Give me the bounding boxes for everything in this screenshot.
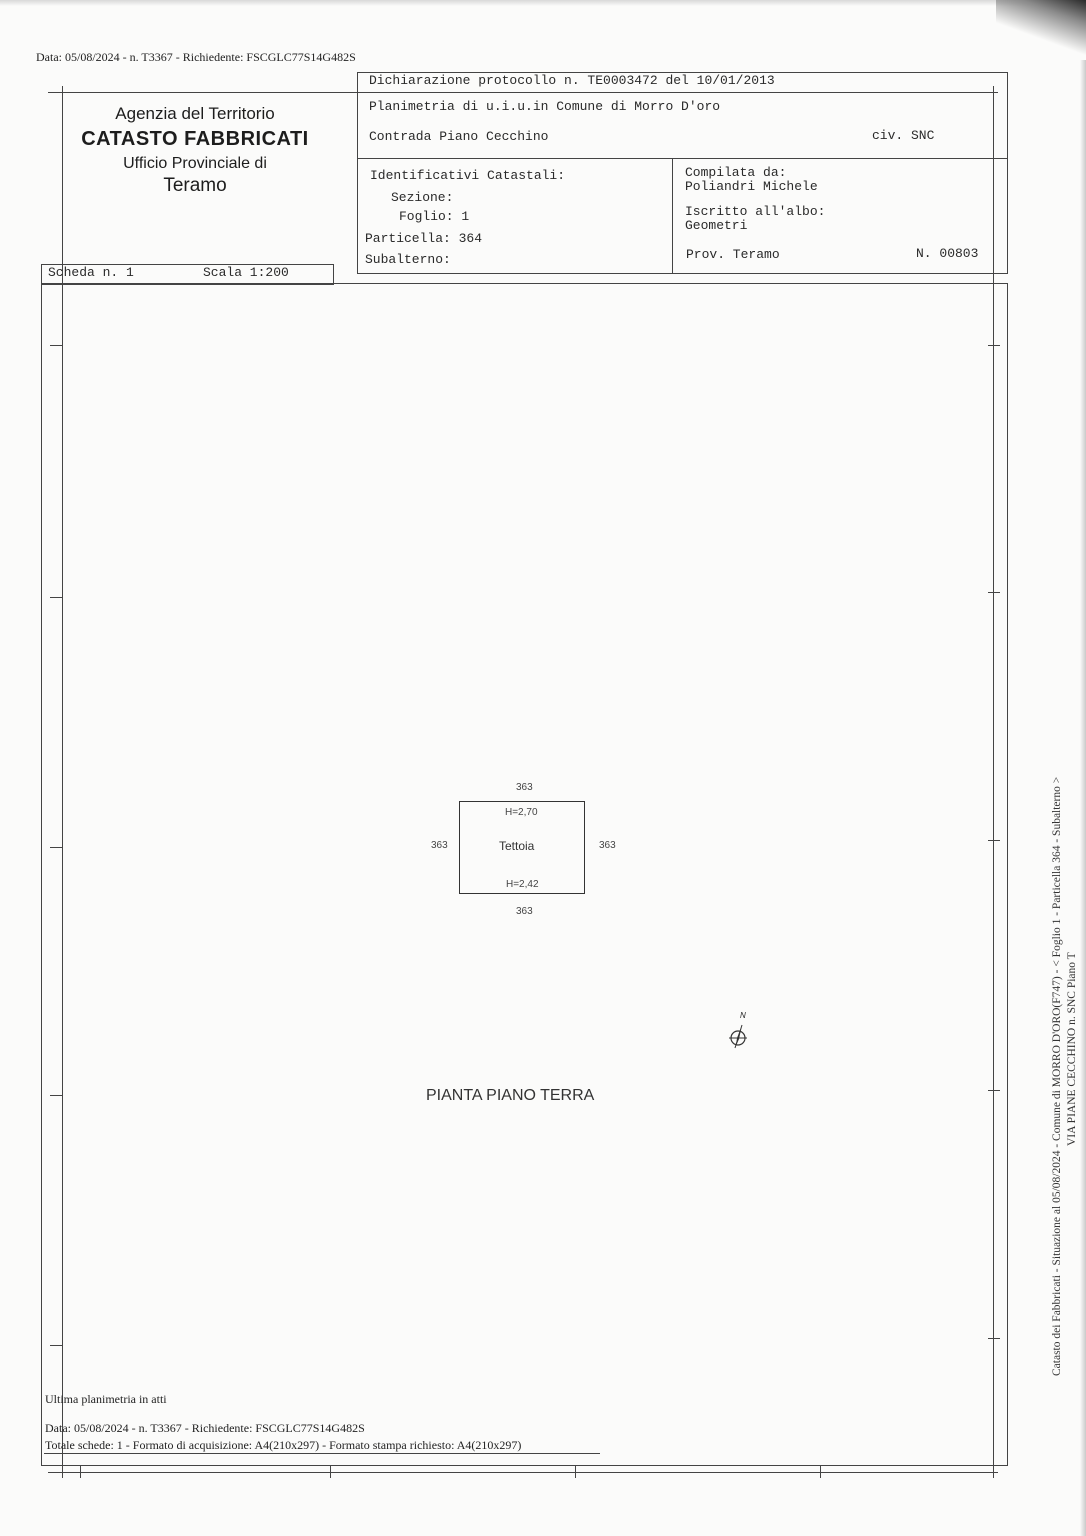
side-text-line1: Catasto dei Fabbricati - Situazione al 05/08/2024 - Comune di MORRO D'ORO(F747) - < Foglio 1 - Particella 364 - Subalterno > [1051, 776, 1063, 1376]
tick-bottom-3 [575, 1466, 576, 1478]
scheda-number: Scheda n. 1 [48, 265, 134, 280]
header-divider [357, 158, 1008, 159]
scan-shadow-top [0, 0, 1086, 6]
planimetria-line: Planimetria di u.i.u.in Comune di Morro D'oro [369, 99, 721, 114]
footer-request-line: Data: 05/08/2024 - n. T3367 - Richiedente: FSCGLC77S14G482S [45, 1421, 365, 1435]
foglio-field: Foglio: 1 [399, 209, 470, 224]
floor-title: PIANTA PIANO TERRA [426, 1087, 595, 1104]
footer-totale-line: Totale schede: 1 - Formato di acquisizione: A4(210x297) - Formato stampa richiesto: A4(210x297) [45, 1438, 522, 1452]
dichiarazione-line: Dichiarazione protocollo n. TE0003472 del 10/01/2013 [369, 73, 775, 88]
side-text-line2: VIA PIANE CECCHINO n. SNC Piano T [1066, 952, 1078, 1146]
footer-underline [44, 1453, 600, 1454]
room-name: Tettoia [499, 839, 535, 853]
compilata-title: Compilata da: [685, 165, 787, 180]
scan-shadow-right [996, 0, 1086, 60]
sezione-field: Sezione: [391, 190, 454, 205]
tick-bottom-2 [330, 1466, 331, 1478]
height-top-label: H=2,70 [505, 807, 538, 818]
ultima-planimetria: Ultima planimetria in atti [45, 1392, 167, 1406]
header-col-divider [672, 158, 673, 274]
frame-bottom-line [48, 1472, 998, 1473]
tick-bottom-1 [80, 1466, 81, 1478]
north-arrow-icon [725, 1013, 755, 1053]
parcel-label-bottom: 363 [516, 906, 533, 917]
catasto-title: CATASTO FABBRICATI [81, 128, 309, 150]
compilata-name: Poliandri Michele [685, 179, 818, 194]
agency-name: Agenzia del Territorio [115, 104, 275, 123]
tick-bottom-4 [820, 1466, 821, 1478]
subalterno-field: Subalterno: [365, 252, 451, 267]
scan-edge-right [1080, 60, 1086, 1536]
north-letter: N [740, 1011, 746, 1020]
identificativi-title: Identificativi Catastali: [370, 168, 566, 183]
iscritto-label: Iscritto all'albo: [685, 204, 826, 219]
civico-value: civ. SNC [872, 128, 935, 143]
request-line-top: Data: 05/08/2024 - n. T3367 - Richiedente: FSCGLC77S14G482S [36, 50, 356, 64]
side-text-block [1050, 616, 1080, 1376]
contrada-line: Contrada Piano Cecchino [369, 129, 549, 144]
parcel-label-top: 363 [516, 782, 533, 793]
agency-block [60, 104, 330, 197]
particella-field: Particella: 364 [365, 231, 483, 246]
height-bottom-label: H=2,42 [506, 879, 539, 890]
ufficio-city: Teramo [163, 175, 227, 196]
scala-value: Scala 1:200 [203, 265, 289, 280]
provincia-value: Prov. Teramo [686, 247, 780, 262]
albo-value: Geometri [685, 218, 748, 233]
albo-number: N. 00803 [916, 246, 979, 261]
ufficio-label: Ufficio Provinciale di [123, 155, 267, 172]
parcel-label-right: 363 [599, 840, 616, 851]
parcel-label-left: 363 [431, 840, 448, 851]
